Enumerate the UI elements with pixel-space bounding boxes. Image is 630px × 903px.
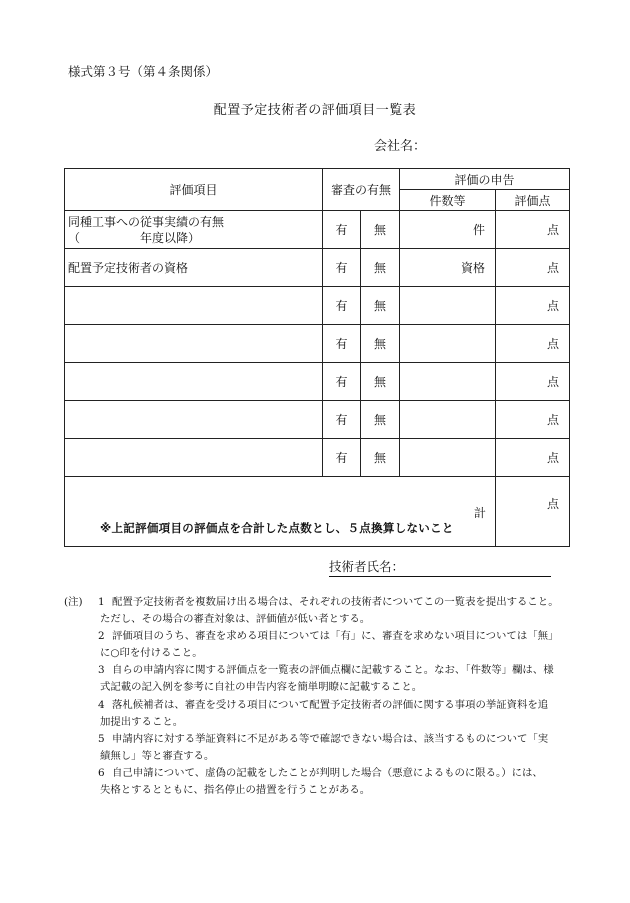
table-row	[65, 325, 570, 363]
technician-name-label: 技術者氏名：	[329, 559, 405, 574]
note-item	[64, 628, 574, 662]
table-row	[65, 211, 570, 249]
no-option[interactable]: 無	[361, 325, 400, 363]
note-line1: 落札候補者は、審査を受ける項目について配置予定技術者の評価に関する事項の挙証資料を追	[112, 698, 549, 711]
no-option[interactable]: 無	[361, 363, 400, 401]
notes-head: (注)	[64, 596, 83, 608]
item-line2: （ 年度以降）	[68, 230, 201, 245]
count-cell[interactable]	[400, 287, 496, 325]
note-item	[64, 731, 574, 765]
note-item	[64, 765, 574, 799]
table-header-row	[65, 169, 570, 190]
document-title: 配置予定技術者の評価項目一覧表	[213, 103, 417, 118]
yes-option[interactable]: 有	[323, 325, 361, 363]
total-note: ※上記評価項目の評価点を合計した点数とし、５点換算しないこと	[100, 521, 454, 535]
table-row	[65, 439, 570, 477]
no-option[interactable]: 無	[361, 439, 400, 477]
note-line1: 自己申請について、虚偽の記載をしたことが判明した場合（悪意によるものに限る。）には、	[112, 766, 543, 779]
evaluation-item-cell[interactable]	[65, 211, 323, 249]
count-cell[interactable]	[400, 325, 496, 363]
count-cell[interactable]	[400, 401, 496, 439]
company-name-label: 会社名：	[374, 139, 427, 154]
note-number: 4	[98, 698, 105, 711]
total-label: 計	[474, 506, 487, 520]
note-line1: 申請内容に対する挙証資料に不足がある等で確認できない場合は、該当するものについて「実	[112, 732, 549, 745]
count-cell[interactable]	[400, 439, 496, 477]
points-cell[interactable]: 点	[496, 249, 570, 287]
note-number: 2	[98, 630, 105, 643]
evaluation-item-cell[interactable]: 配置予定技術者の資格	[65, 249, 323, 287]
note-line2: に○印を付けること。	[100, 647, 203, 660]
table-row	[65, 249, 570, 287]
note-item	[64, 662, 574, 696]
points-cell[interactable]: 点	[496, 211, 570, 249]
count-cell[interactable]: 件	[400, 211, 496, 249]
note-line2: 加提出すること。	[100, 715, 184, 728]
points-cell[interactable]: 点	[496, 287, 570, 325]
points-cell[interactable]: 点	[496, 439, 570, 477]
no-option[interactable]: 無	[361, 401, 400, 439]
header-review: 審査の有無	[323, 169, 400, 211]
table-row	[65, 287, 570, 325]
note-number: 6	[98, 766, 105, 779]
header-points: 評価点	[496, 190, 570, 211]
note-line2: 失格とするとともに、指名停止の措置を行うことがある。	[100, 784, 371, 797]
yes-option[interactable]: 有	[323, 249, 361, 287]
table-row	[65, 363, 570, 401]
yes-option[interactable]: 有	[323, 287, 361, 325]
evaluation-item-cell[interactable]	[65, 439, 323, 477]
no-option[interactable]: 無	[361, 287, 400, 325]
evaluation-item-cell[interactable]	[65, 363, 323, 401]
note-line1: 自らの申請内容に関する評価点を一覧表の評価点欄に記載すること。なお、「件数等」欄は、様	[112, 664, 554, 677]
yes-option[interactable]: 有	[323, 439, 361, 477]
points-cell[interactable]: 点	[496, 401, 570, 439]
notes-section	[64, 594, 574, 799]
note-line1: 評価項目のうち、審査を求める項目については「有」に、審査を求めない項目については「無」	[112, 630, 559, 643]
total-row	[65, 477, 570, 547]
item-line1: 同種工事への従事実績の有無	[68, 214, 225, 229]
count-cell[interactable]	[400, 363, 496, 401]
note-line2: 式記載の記入例を参考に自社の申告内容を簡単明瞭に記載すること。	[100, 681, 423, 694]
note-line1: 配置予定技術者を複数届け出る場合は、それぞれの技術者についてこの一覧表を提出すること。	[112, 596, 559, 608]
total-points-cell[interactable]: 点	[496, 477, 570, 547]
count-cell[interactable]: 資格	[400, 249, 496, 287]
form-number: 様式第３号（第４条関係）	[68, 64, 219, 79]
note-item	[64, 594, 574, 628]
points-cell[interactable]: 点	[496, 363, 570, 401]
table-row	[65, 401, 570, 439]
header-evaluation-item: 評価項目	[65, 169, 323, 211]
evaluation-item-cell[interactable]	[65, 401, 323, 439]
yes-option[interactable]: 有	[323, 401, 361, 439]
no-option[interactable]: 無	[361, 249, 400, 287]
yes-option[interactable]: 有	[323, 211, 361, 249]
note-number: 1	[98, 596, 105, 608]
note-item	[64, 697, 574, 731]
note-number: 3	[98, 664, 105, 677]
header-count: 件数等	[400, 190, 496, 211]
evaluation-item-cell[interactable]	[65, 287, 323, 325]
note-line2: 績無し」等と審査する。	[100, 749, 215, 762]
note-number: 5	[98, 732, 105, 745]
yes-option[interactable]: 有	[323, 363, 361, 401]
evaluation-table	[64, 168, 570, 547]
no-option[interactable]: 無	[361, 211, 400, 249]
total-label-cell	[65, 477, 496, 547]
points-cell[interactable]: 点	[496, 325, 570, 363]
header-declaration: 評価の申告	[400, 169, 570, 190]
technician-name-field[interactable]	[329, 557, 551, 577]
note-line2: ただし、その場合の審査対象は、評価値が低い者とする。	[100, 613, 371, 626]
evaluation-item-cell[interactable]	[65, 325, 323, 363]
